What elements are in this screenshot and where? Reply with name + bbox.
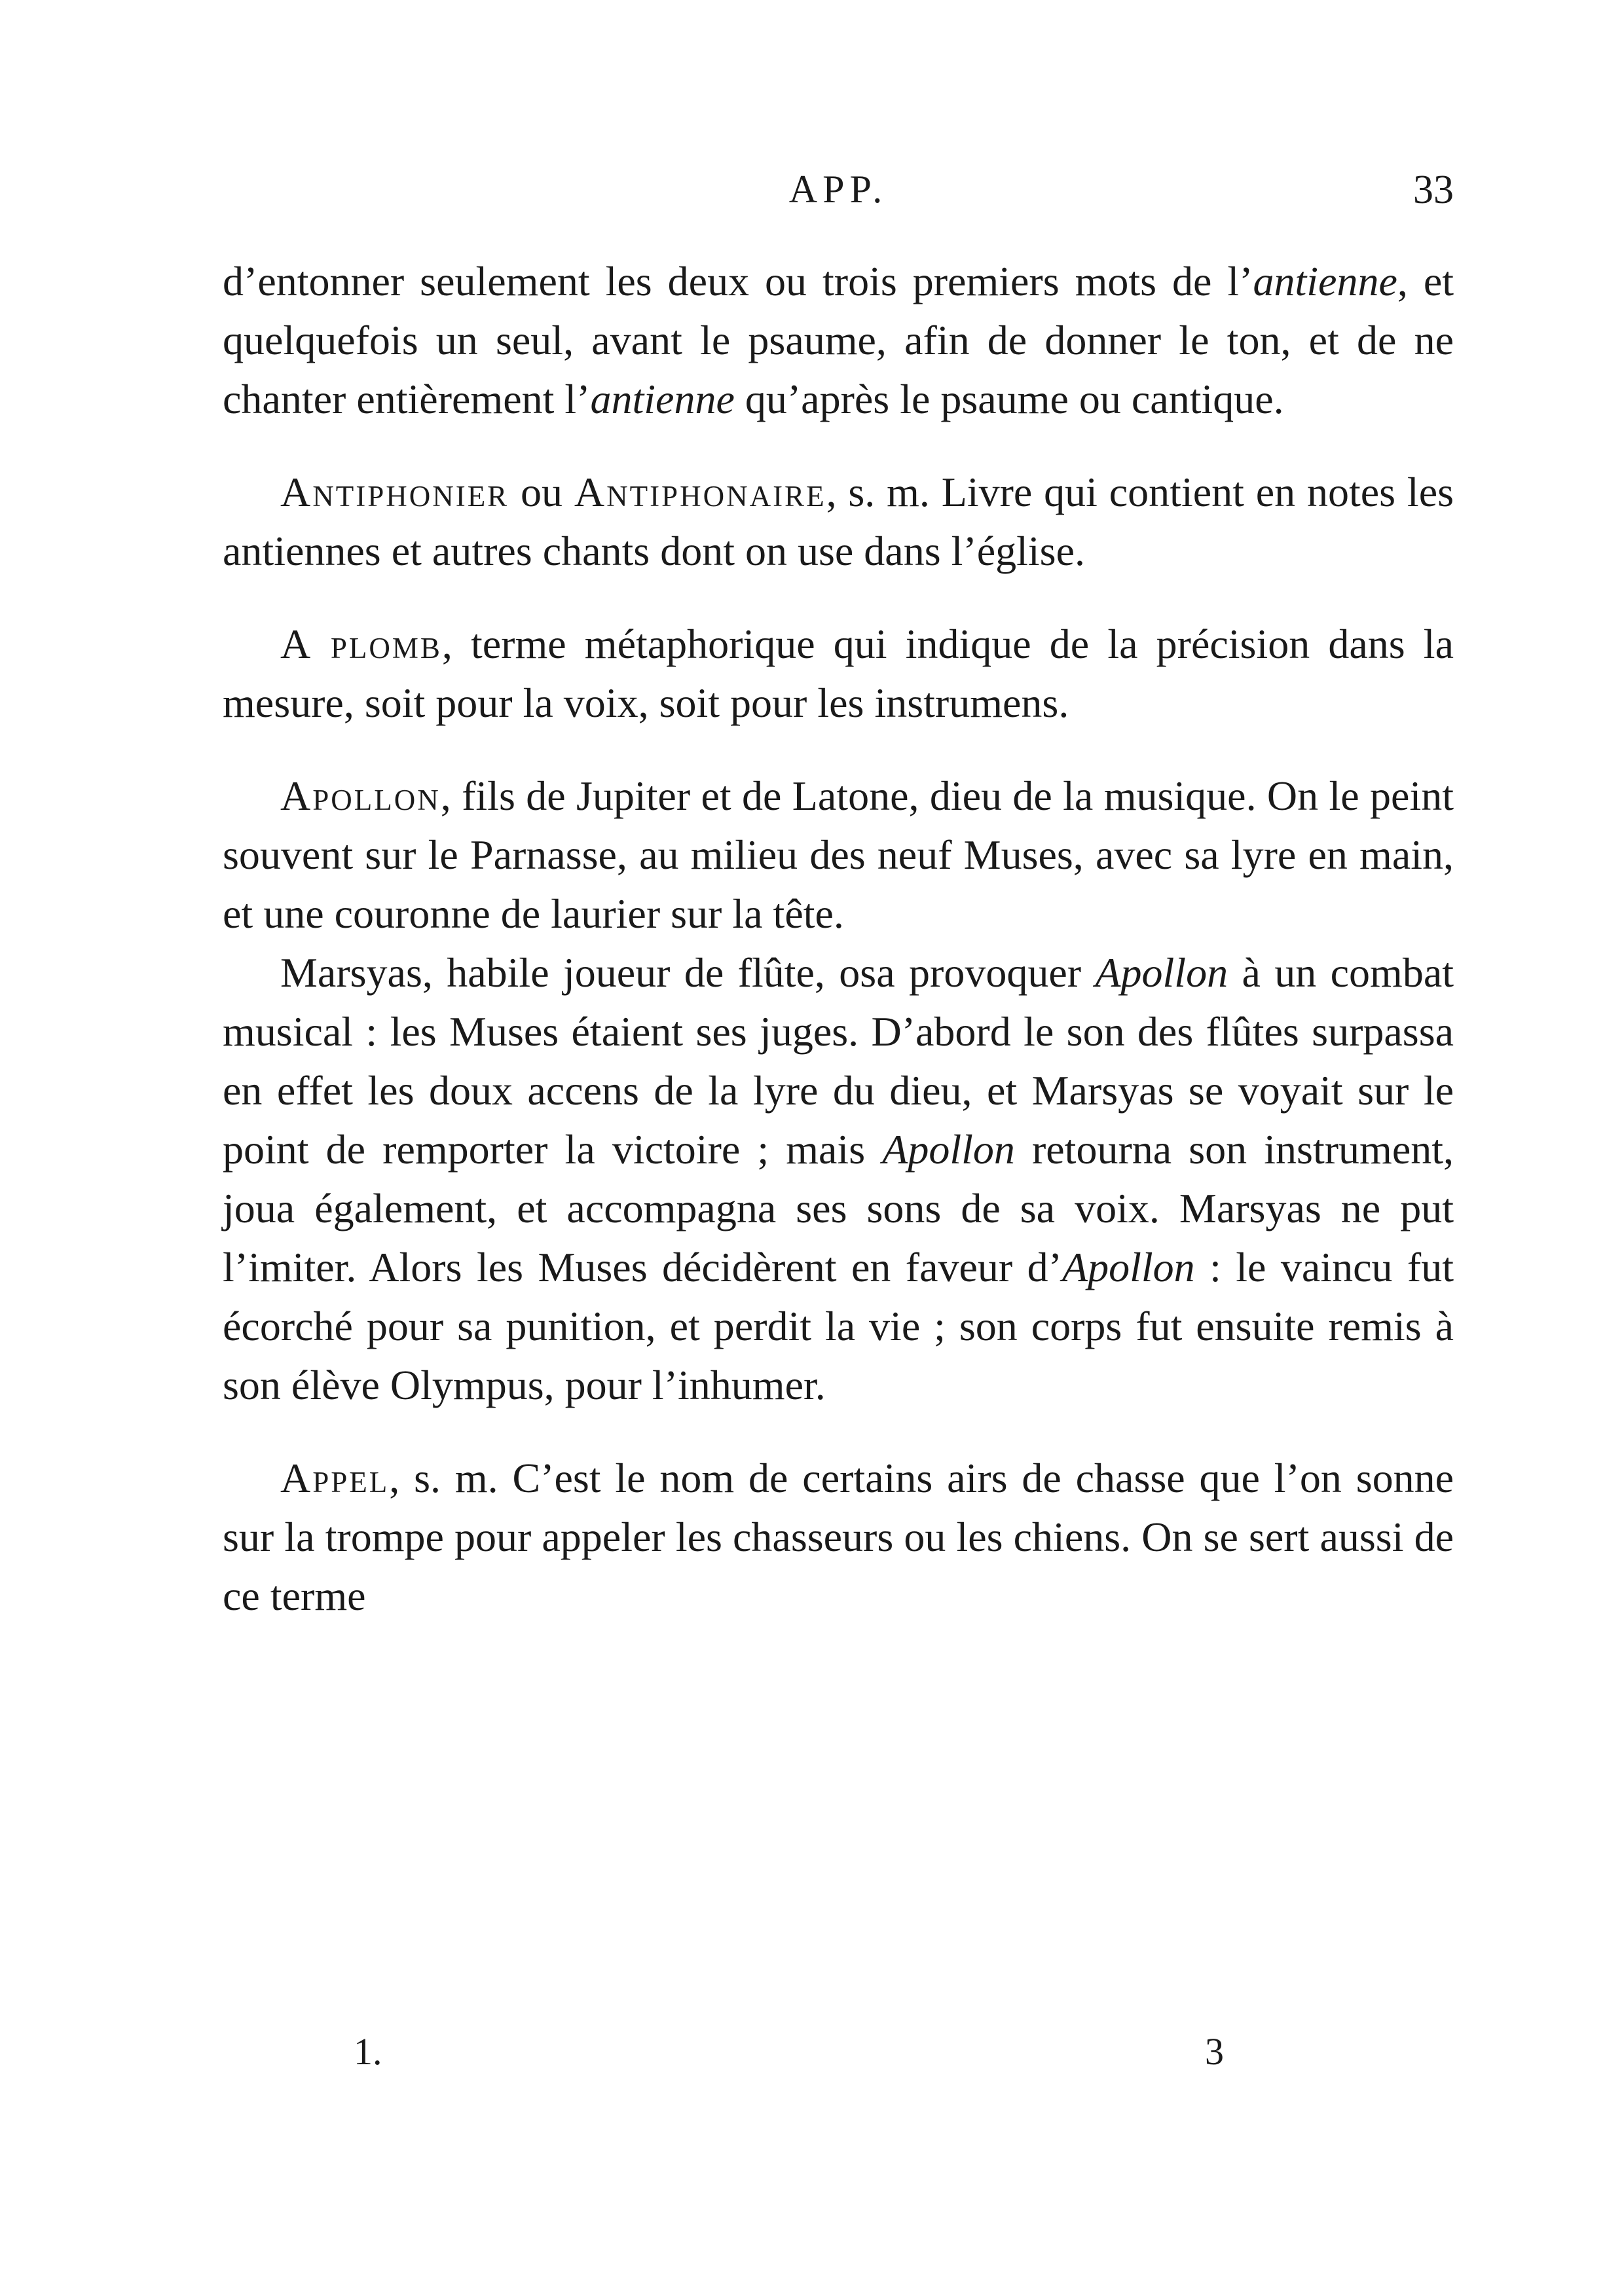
entry-text: , terme métaphorique qui indique de la précision dans la mesure, soit pour la voix, soit pour les instrumens. [223, 621, 1454, 726]
entry-headword: Antiphonier [280, 469, 509, 515]
entry-text: : le vaincu fut écorché pour sa punition, et perdit la vie ; son corps fut ensuite remis à son élève Olympus, pour l’inhumer. [223, 1244, 1454, 1408]
dictionary-entry [223, 615, 1454, 733]
entry-headword: Apollon [280, 773, 441, 819]
running-head: APP. [788, 168, 888, 211]
entry-text: ou [509, 469, 574, 515]
dictionary-entry [223, 463, 1454, 581]
page-footer [223, 2030, 1454, 2082]
gathering-signature: 3 [1205, 2030, 1224, 2073]
entry-text: Marsyas, habile joueur de flûte, osa provoquer [280, 949, 1096, 996]
italic-term: Apollon [1061, 1244, 1195, 1290]
entry-text: , fils de Jupiter et de Latone, dieu de la musique. On le peint souvent sur le Parnasse, au milieu des neuf Muses, avec sa lyre en main, et une couronne de laurier sur la tête. [223, 773, 1454, 937]
italic-term: antienne [1253, 258, 1397, 304]
entry-text: retourna son instrument, joua également, et accompagna ses sons de sa voix. Marsyas ne put l’imiter. Alors les Muses décidèrent en faveur d’ [223, 1126, 1454, 1290]
entry-text: , s. m. C’est le nom de certains airs de chasse que l’on sonne sur la trompe pour appeler les chasseurs ou les chiens. On se sert aussi de ce terme [223, 1455, 1454, 1619]
entry-text: d’entonner seulement les deux ou trois premiers mots de l’ [223, 258, 1253, 304]
entry-headword: A plomb [280, 621, 442, 667]
italic-term: antienne [590, 376, 735, 422]
continued-paragraph [223, 252, 1454, 429]
page-number: 33 [1413, 168, 1454, 212]
italic-term: Apollon [882, 1126, 1015, 1173]
volume-signature: 1. [354, 2030, 382, 2073]
page-body [223, 252, 1454, 1626]
entry-text: , s. m. Livre qui contient en notes les antiennes et autres chants dont on use dans l’église. [223, 469, 1454, 574]
entry-text: qu’après le psaume ou cantique. [734, 376, 1284, 422]
dictionary-entry [223, 1449, 1454, 1626]
entry-text: , et quelquefois un seul, avant le psaume, afin de donner le ton, et de ne chanter entièrement l’ [223, 258, 1454, 422]
page-header [223, 167, 1454, 226]
dictionary-entry [223, 767, 1454, 943]
italic-term: Apollon [1095, 949, 1228, 996]
entry-headword: Appel [280, 1455, 390, 1501]
entry-text: à un combat musical : les Muses étaient ses juges. D’abord le son des flûtes surpassa en effet les doux accens de la lyre du dieu, et Marsyas se voyait sur le point de remporter la victoire ; mais [223, 949, 1454, 1173]
dictionary-entry [223, 943, 1454, 1415]
entry-headword: Antiphonaire [574, 469, 826, 515]
